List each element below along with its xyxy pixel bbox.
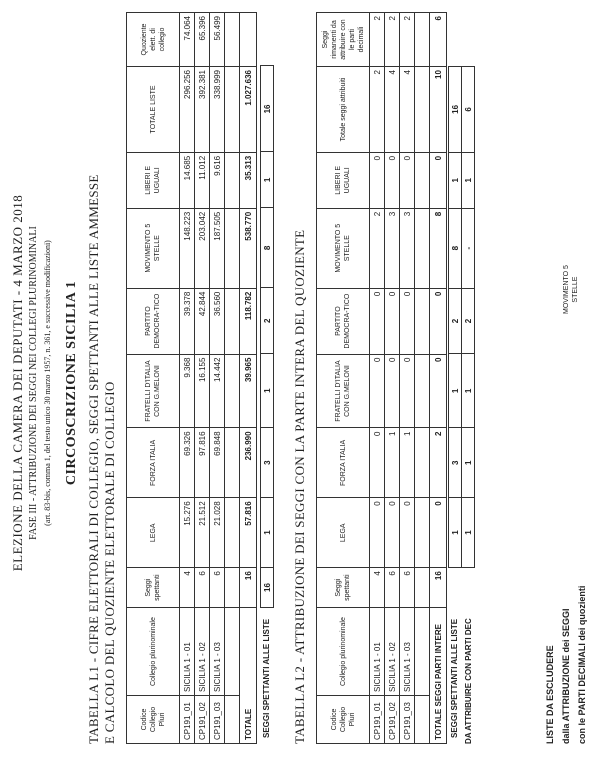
table-row xyxy=(385,13,400,744)
cell-name: SICILIA 1 - 03 xyxy=(210,608,225,696)
exclude-line2: dalla ATTRIBUZIONE dei SEGGI xyxy=(561,608,571,744)
cell-value: 35.313 xyxy=(240,152,257,208)
header-forza-italia: FORZA ITALIA xyxy=(127,428,180,498)
cell-value: 42.844 xyxy=(195,288,210,354)
cell-code: CP191_03 xyxy=(210,696,225,744)
cell-value: 10 xyxy=(430,67,447,153)
phase-title: FASE III - ATTRIBUZIONE DEI SEGGI NEI COLLEGI PLURINOMINALI xyxy=(28,226,39,540)
cell-value: 0 xyxy=(385,498,400,568)
cell-value: 203.042 xyxy=(195,208,210,288)
t2-parti-dec-row xyxy=(462,13,475,568)
total-label: TOTALE SEGGI PARTI INTERE xyxy=(430,608,447,744)
header-codice: Codice Collegio Pluri xyxy=(127,696,180,744)
header-seggi: Seggi spettanti xyxy=(127,568,180,608)
cell-value: 3 xyxy=(400,208,415,288)
cell-value: 39.378 xyxy=(180,288,195,354)
cell-code: CP191_02 xyxy=(385,696,400,744)
cell-value: 57.816 xyxy=(240,498,257,568)
cell-value: 0 xyxy=(370,428,385,498)
cell-seggi: 6 xyxy=(195,568,210,608)
t1-seggi-liste-row xyxy=(260,12,274,608)
cell-value: 15.276 xyxy=(180,498,195,568)
cell-code: CP191_03 xyxy=(400,696,415,744)
cell-name: SICILIA 1 - 01 xyxy=(370,608,385,696)
cell-value: 69.326 xyxy=(180,428,195,498)
cell-value: 1 xyxy=(261,354,274,428)
cell-value: 11.012 xyxy=(195,152,210,208)
cell-value: 0 xyxy=(385,354,400,428)
cell-value: 296.256 xyxy=(180,67,195,153)
cell-value: 2 xyxy=(370,67,385,153)
cell-value: 0 xyxy=(385,152,400,208)
cell-name: SICILIA 1 - 01 xyxy=(180,608,195,696)
cell-value: 1.027.636 xyxy=(240,67,257,153)
cell-value: 2 xyxy=(385,13,400,67)
table-row xyxy=(195,13,210,744)
header-totale-seggi: Totale seggi attribuiti xyxy=(317,67,370,153)
cell-seggi: 6 xyxy=(385,568,400,608)
cell-value: 1 xyxy=(462,428,475,498)
cell-value: 97.816 xyxy=(195,428,210,498)
header-seggi: Seggi spettanti xyxy=(317,568,370,608)
cell-seggi: 4 xyxy=(370,568,385,608)
cell-value: 65.396 xyxy=(195,13,210,67)
cell-value: 2 xyxy=(462,288,475,354)
t2-seggi-liste-row xyxy=(449,13,462,568)
cell-value: 0 xyxy=(400,498,415,568)
cell-value: 0 xyxy=(400,152,415,208)
cell-value: 8 xyxy=(449,208,462,288)
cell-value: 0 xyxy=(370,354,385,428)
cell-value: 6 xyxy=(430,13,447,67)
header-totale-liste: TOTALE LISTE xyxy=(127,67,180,153)
cell-value: 236.990 xyxy=(240,428,257,498)
cell-name: SICILIA 1 - 03 xyxy=(400,608,415,696)
cell-value: 9.368 xyxy=(180,354,195,428)
cell-value: 16 xyxy=(449,66,462,152)
header-pd: PARTITO DEMOCRA-TICO xyxy=(317,288,370,354)
excluded-party xyxy=(562,265,580,314)
header-fratelli-italia: FRATELLI D'ITALIA CON G.MELONI xyxy=(127,354,180,428)
cell-value: 1 xyxy=(449,498,462,568)
cell-value: 14.442 xyxy=(210,354,225,428)
total-label: TOTALE xyxy=(240,608,257,744)
cell-seggi: 16 xyxy=(430,568,447,608)
cell-value: 0 xyxy=(370,288,385,354)
t1-seggi-liste-label: SEGGI SPETTANTI ALLE LISTE xyxy=(262,618,271,738)
cell-name: SICILIA 1 - 02 xyxy=(195,608,210,696)
cell-value: 2 xyxy=(370,13,385,67)
cell-value: 0 xyxy=(370,152,385,208)
t2-bottom-rows xyxy=(448,12,475,568)
cell-value: 0 xyxy=(370,498,385,568)
cell-value: 9.616 xyxy=(210,152,225,208)
cell-value: 0 xyxy=(430,288,447,354)
cell-value: 1 xyxy=(261,498,274,568)
table1-title-line2: E CALCOLO DEL QUOZIENTE ELETTORALE DI COLLEGIO xyxy=(102,381,117,744)
cell-seggi: 4 xyxy=(180,568,195,608)
cell-seggi: 6 xyxy=(400,568,415,608)
header-quoziente: Quoziente elett. di collegio xyxy=(127,13,180,67)
cell-value: 0 xyxy=(385,288,400,354)
excluded-party-line2: STELLE xyxy=(572,276,579,303)
header-pd: PARTITO DEMOCRA-TICO xyxy=(127,288,180,354)
cell-name: SICILIA 1 - 02 xyxy=(385,608,400,696)
law-reference: (art. 83-bis, comma 1, del testo unico 30 marzo 1957, n. 361, e successive modificazioni) xyxy=(43,240,52,526)
cell-value: 8 xyxy=(261,208,274,288)
header-leu: LIBERI E UGUALI xyxy=(127,152,180,208)
excluded-party-line1: MOVIMENTO 5 xyxy=(563,265,570,314)
table-row xyxy=(210,13,225,744)
cell-value: 1 xyxy=(261,152,274,208)
cell-code: CP191_01 xyxy=(370,696,385,744)
cell-value: 1 xyxy=(462,498,475,568)
header-m5s: MOVIMENTO 5 STELLE xyxy=(317,208,370,288)
cell-value: 2 xyxy=(430,428,447,498)
cell-value: 187.505 xyxy=(210,208,225,288)
table2-header-row xyxy=(317,13,370,744)
header-fratelli-italia: FRATELLI D'ITALIA CON G.MELONI xyxy=(317,354,370,428)
header-forza-italia: FORZA ITALIA xyxy=(317,428,370,498)
cell-value: 1 xyxy=(449,354,462,428)
table1-total-row xyxy=(240,13,257,744)
table1-title-line1: TABELLA L1 - CIFRE ELETTORALI DI COLLEGIO, SEGGI SPETTANTI ALLE LISTE AMMESSE xyxy=(86,174,101,744)
header-lega: LEGA xyxy=(317,498,370,568)
cell-value: 3 xyxy=(261,428,274,498)
cell-value: 3 xyxy=(385,208,400,288)
cell-value: - xyxy=(462,208,475,288)
cell-seggi: 16 xyxy=(261,568,274,608)
header-codice: Codice Collegio Pluri xyxy=(317,696,370,744)
header-collegio: Collegio plurinominale xyxy=(127,608,180,696)
cell-value: 338.999 xyxy=(210,67,225,153)
cell-value: 21.512 xyxy=(195,498,210,568)
exclude-line1: LISTE DA ESCLUDERE xyxy=(545,645,555,744)
cell-value: 118.782 xyxy=(240,288,257,354)
cell-value: 0 xyxy=(400,288,415,354)
cell-value: 6 xyxy=(462,66,475,152)
cell-value: 2 xyxy=(449,288,462,354)
cell-value: 1 xyxy=(400,428,415,498)
cell-value: 36.560 xyxy=(210,288,225,354)
cell-code: CP191_02 xyxy=(195,696,210,744)
cell-value: 1 xyxy=(462,354,475,428)
cell-value: 69.848 xyxy=(210,428,225,498)
cell-value: 0 xyxy=(430,152,447,208)
cell-value: 16.155 xyxy=(195,354,210,428)
cell-value: 0 xyxy=(400,354,415,428)
cell-value: 0 xyxy=(430,354,447,428)
cell-value: 392.381 xyxy=(195,67,210,153)
table-row xyxy=(400,13,415,744)
cell-code: CP191_01 xyxy=(180,696,195,744)
cell-value: 4 xyxy=(385,67,400,153)
table-row-empty xyxy=(415,13,430,744)
table2-total-row xyxy=(430,13,447,744)
header-seggi-rimanenti: Seggi rimanenti da attribuire con le parti decimali xyxy=(317,13,370,67)
table-row xyxy=(370,13,385,744)
cell-value: 2 xyxy=(400,13,415,67)
circoscrizione-title: CIRCOSCRIZIONE SICILIA 1 xyxy=(64,280,79,486)
table2-title: TABELLA L2 - ATTRIBUZIONE DEI SEGGI CON LA PARTE INTERA DEL QUOZIENTE xyxy=(292,229,307,744)
cell-value: 538.770 xyxy=(240,208,257,288)
cell-value: 3 xyxy=(449,428,462,498)
cell-value: 14.685 xyxy=(180,152,195,208)
election-title: ELEZIONE DELLA CAMERA DEI DEPUTATI - 4 MARZO 2018 xyxy=(10,194,25,572)
cell-value: 16 xyxy=(261,66,274,152)
table-row-empty xyxy=(225,13,240,744)
cell-value: 39.965 xyxy=(240,354,257,428)
header-collegio: Collegio plurinominale xyxy=(317,608,370,696)
cell-value: 4 xyxy=(400,67,415,153)
t2-seggi-liste-label: SEGGI SPETTANTI ALLE LISTE xyxy=(450,618,459,738)
cell-value: 2 xyxy=(261,288,274,354)
cell-value: 21.028 xyxy=(210,498,225,568)
cell-value: 1 xyxy=(462,152,475,208)
header-lega: LEGA xyxy=(127,498,180,568)
table1 xyxy=(126,12,263,744)
cell-value: 148.223 xyxy=(180,208,195,288)
cell-value: 1 xyxy=(449,152,462,208)
cell-value: 0 xyxy=(430,498,447,568)
cell-value: 56.499 xyxy=(210,13,225,67)
cell-seggi: 16 xyxy=(240,568,257,608)
exclude-line3: con le PARTI DECIMALI dei quozienti xyxy=(577,585,587,744)
cell-value: 2 xyxy=(370,208,385,288)
table-row xyxy=(180,13,195,744)
header-leu: LIBERI E UGUALI xyxy=(317,152,370,208)
t2-parti-dec-label: DA ATTRIBUIRE CON PARTI DEC xyxy=(464,618,473,744)
cell-seggi: 6 xyxy=(210,568,225,608)
cell-value: 74.064 xyxy=(180,13,195,67)
table1-header-row xyxy=(127,13,180,744)
header-m5s: MOVIMENTO 5 STELLE xyxy=(127,208,180,288)
table2 xyxy=(316,12,447,744)
cell-value: 1 xyxy=(385,428,400,498)
cell-value: 8 xyxy=(430,208,447,288)
